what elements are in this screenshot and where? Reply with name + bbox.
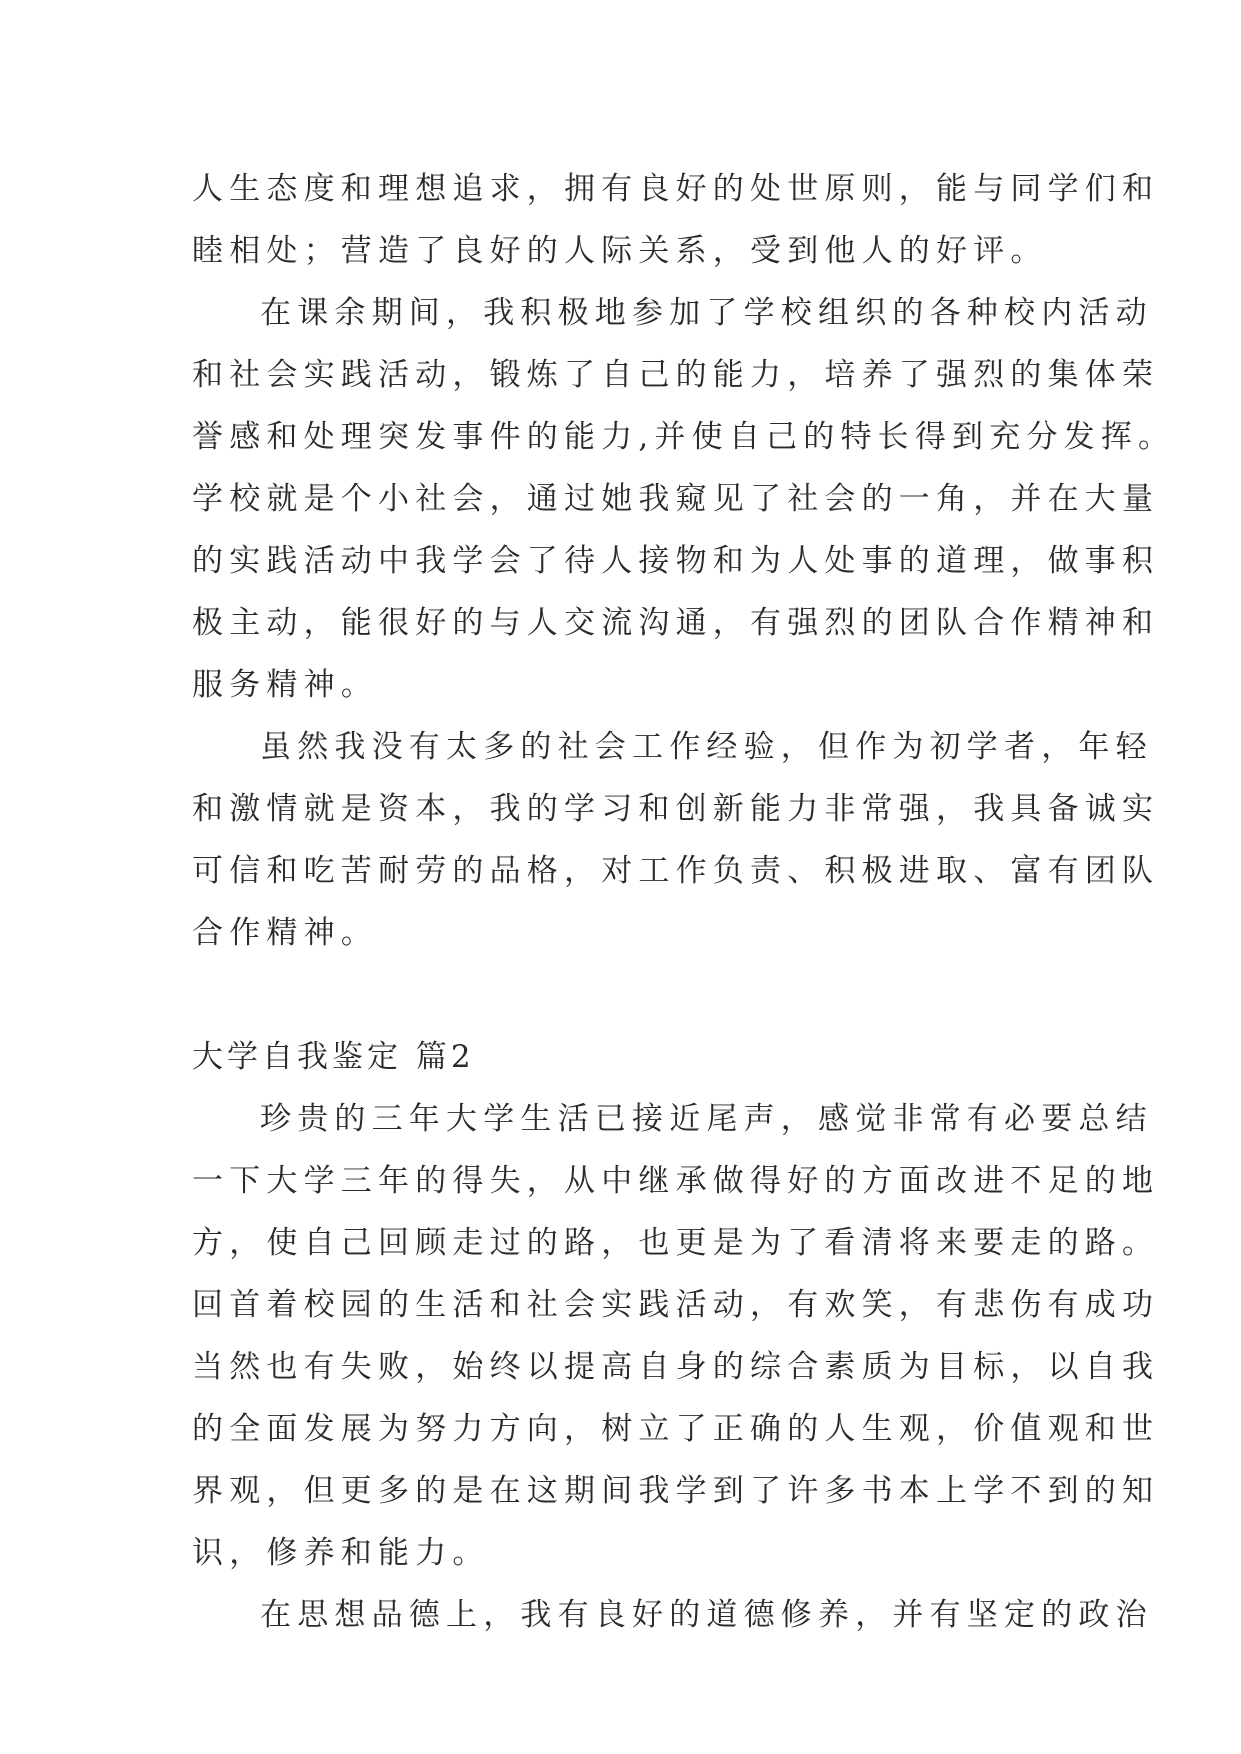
paragraph-extracurricular <box>192 282 1176 716</box>
text-line: 和激情就是资本，我的学习和创新能力非常强，我具备诚实 <box>192 791 1160 827</box>
text-line: 虽然我没有太多的社会工作经验，但作为初学者，年轻 <box>260 729 1153 765</box>
section-heading: 大学自我鉴定 篇2 <box>192 1039 475 1075</box>
text-line: 睦相处；营造了良好的人际关系，受到他人的好评。 <box>192 233 1048 269</box>
text-line: 当然也有失败，始终以提高自身的综合素质为目标，以自我 <box>192 1349 1160 1385</box>
paragraph-ideology <box>192 1584 1153 1646</box>
section-gap <box>192 964 1072 1026</box>
text-line: 界观，但更多的是在这期间我学到了许多书本上学不到的知 <box>192 1473 1160 1509</box>
text-line: 一下大学三年的得失，从中继承做得好的方面改进不足的地 <box>192 1163 1160 1199</box>
text-line: 极主动，能很好的与人交流沟通，有强烈的团队合作精神和 <box>192 605 1160 641</box>
text-line: 的实践活动中我学会了待人接物和为人处事的道理，做事积 <box>192 543 1160 579</box>
text-line: 的全面发展为努力方向，树立了正确的人生观，价值观和世 <box>192 1411 1160 1447</box>
text-line: 和社会实践活动，锻炼了自己的能力，培养了强烈的集体荣 <box>192 357 1160 393</box>
text-line: 识，修养和能力。 <box>192 1535 490 1571</box>
paragraph-reflection <box>192 1088 1160 1584</box>
text-line: 珍贵的三年大学生活已接近尾声，感觉非常有必要总结 <box>260 1101 1153 1137</box>
paragraph-continuation <box>192 158 1160 282</box>
text-line: 在课余期间，我积极地参加了学校组织的各种校内活动 <box>260 295 1153 331</box>
text-line: 方，使自己回顾走过的路，也更是为了看清将来要走的路。 <box>192 1225 1160 1261</box>
text-line: 誉感和处理突发事件的能力,并使自己的特长得到充分发挥。 <box>192 419 1176 455</box>
paragraph-experience <box>192 716 1160 964</box>
text-line: 在思想品德上，我有良好的道德修养，并有坚定的政治 <box>260 1597 1153 1633</box>
text-line: 合作精神。 <box>192 915 378 951</box>
text-line: 回首着校园的生活和社会实践活动，有欢笑，有悲伤有成功 <box>192 1287 1160 1323</box>
text-line: 学校就是个小社会，通过她我窥见了社会的一角，并在大量 <box>192 481 1160 517</box>
text-line: 服务精神。 <box>192 667 378 703</box>
text-line: 可信和吃苦耐劳的品格，对工作负责、积极进取、富有团队 <box>192 853 1160 889</box>
document-body <box>192 158 1176 1646</box>
text-line: 人生态度和理想追求，拥有良好的处世原则，能与同学们和 <box>192 171 1160 207</box>
